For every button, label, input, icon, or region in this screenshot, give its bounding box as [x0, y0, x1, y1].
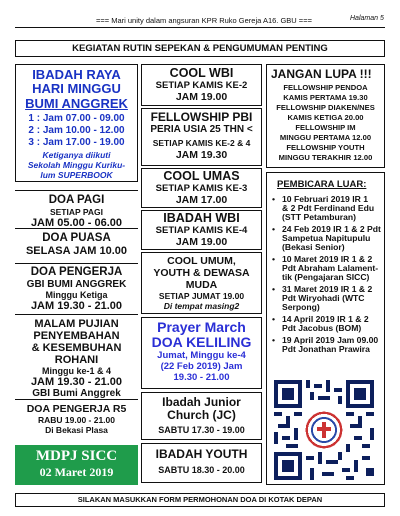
malam-pujian-week: Minggu ke-1 & 4 — [41, 366, 111, 376]
doa-pengerja-r5-title: DOA PENGERJA R5 — [26, 403, 127, 415]
malam-pujian-block — [15, 314, 138, 398]
fellowship-pbi-title: FELLOWSHIP PBI — [150, 110, 253, 124]
doa-pengerja-block — [15, 263, 138, 313]
cool-umas-time: JAM 17.00 — [175, 194, 228, 206]
cool-umum-box — [141, 252, 262, 314]
doa-pengerja-r5-place: Di Bekasi Plasa — [45, 425, 108, 435]
doa-pengerja-church: GBI BUMI ANGGREK — [26, 279, 127, 290]
ibadah-raya-day: HARI MINGGU — [32, 81, 121, 96]
cool-umum-place: Di tempat masing2 — [163, 301, 240, 311]
cool-umum-l3: MUDA — [185, 279, 218, 291]
reminder-line: MINGGU TERAKHIR 12.00 — [278, 153, 373, 162]
speaker-line: Sampetua Napitupulu — [282, 233, 371, 244]
malam-pujian-place: GBI Bumi Anggrek — [32, 388, 121, 399]
prayer-march-time: 19.30 - 21.00 — [173, 372, 230, 383]
malam-pujian-l3: & KESEMBUHAN — [31, 342, 122, 354]
mdpj-banner — [15, 445, 138, 485]
speaker-line: Pdt Jacobus (BOM) — [282, 323, 362, 334]
doa-pagi-sub: SETIAP PAGI — [49, 207, 104, 217]
ibadah-raya-note-2: Sekolah Minggu Kuriku- — [27, 160, 126, 170]
prayer-march-day: Jumat, Minggu ke-4 — [157, 350, 246, 361]
speaker-item — [272, 195, 381, 222]
speaker-line: tik (Pengajaran SICC) — [282, 272, 370, 283]
ibadah-wbi-time: JAM 19.00 — [175, 236, 228, 248]
mdpj-date: 02 Maret 2019 — [39, 465, 114, 479]
top-announcement: === Mari unity dalam angsuran KPR Ruko Gereja A16. GBU === — [96, 16, 312, 25]
speaker-item — [272, 336, 381, 354]
doa-pengerja-time: JAM 19.30 - 21.00 — [30, 300, 123, 312]
speaker-line: • 19 April 2019 Jam 09.00 — [282, 335, 379, 346]
prayer-march-subtitle: DOA KELILING — [151, 334, 252, 350]
ibadah-youth-box — [141, 443, 262, 483]
doa-puasa-block — [15, 228, 138, 262]
malam-pujian-l1: MALAM PUJIAN — [34, 318, 119, 330]
reminder-line: KAMIS PERTAMA 19.30 — [283, 93, 368, 102]
speaker-line: • 31 Maret 2019 IR 1 & 2 — [282, 284, 373, 295]
ibadah-wbi-title: IBADAH WBI — [163, 211, 240, 225]
cool-umum-l1: COOL UMUM, — [167, 255, 236, 267]
speaker-item — [272, 255, 381, 282]
prayer-march-title: Prayer March — [157, 319, 246, 335]
speaker-line: Pdt Wiryohadi (WTC — [282, 293, 365, 304]
reminder-line: FELLOWSHIP YOUTH — [286, 143, 365, 152]
reminder-line: FELLOWSHIP IM — [295, 123, 356, 132]
cool-wbi-box — [141, 64, 262, 106]
speaker-item — [272, 285, 381, 312]
fellowship-pbi-box — [141, 108, 262, 166]
speaker-line: Pdt Abraham Lalament- — [282, 263, 379, 274]
speaker-line: (Bekasi Senior) — [282, 242, 345, 253]
service-time-3: 3 : Jam 17.00 - 19.00 — [28, 137, 125, 148]
ibadah-junior-box — [141, 392, 262, 440]
speaker-line: & 2 Pdt Ferdinand Edu — [282, 203, 375, 214]
malam-pujian-l4: ROHANI — [54, 354, 99, 366]
page-label: Halaman 5 — [350, 15, 384, 22]
reminder-line: FELLOWSHIP PENDOA — [283, 83, 368, 92]
service-time-2: 2 : Jam 10.00 - 12.00 — [28, 125, 125, 136]
speaker-line: • 24 Feb 2019 IR 1 & 2 Pdt — [282, 224, 381, 235]
speaker-line: • 10 Februari 2019 IR 1 — [282, 194, 368, 204]
qr-code-graphic — [274, 380, 374, 480]
doa-puasa-title: DOA PUASA — [42, 232, 111, 244]
ibadah-wbi-sub: SETIAP KAMIS KE-4 — [155, 225, 248, 236]
reminder-line: KAMIS KETIGA 20.00 — [287, 113, 364, 122]
ibadah-raya-note-3: lum SUPERBOOK — [40, 170, 113, 180]
ibadah-wbi-box — [141, 210, 262, 250]
doa-pagi-time: JAM 05.00 - 06.00 — [30, 217, 123, 229]
speaker-line: • 10 Maret 2019 IR 1 & 2 — [282, 254, 373, 265]
jangan-lupa-box — [266, 64, 385, 168]
doa-pengerja-r5-block — [15, 399, 138, 441]
cool-umum-l2: YOUTH & DEWASA — [153, 267, 250, 279]
reminder-line: MINGGU PERTAMA 12.00 — [279, 133, 372, 142]
jangan-lupa-title: JANGAN LUPA !!! — [271, 67, 372, 81]
service-time-1: 1 : Jam 07.00 - 09.00 — [28, 113, 125, 124]
ibadah-junior-time: SABTU 17.30 - 19.00 — [158, 425, 245, 435]
speaker-line: Pdt Jonathan Prawira — [282, 344, 370, 355]
qr-code — [274, 380, 374, 480]
ibadah-youth-title: IBADAH YOUTH — [155, 447, 248, 461]
cool-umas-sub: SETIAP KAMIS KE-3 — [155, 183, 248, 194]
ibadah-junior-l1: Ibadah Junior — [162, 395, 241, 409]
cool-wbi-sub: SETIAP KAMIS KE-2 — [155, 80, 248, 91]
pembicara-title: PEMBICARA LUAR: — [277, 179, 367, 190]
ibadah-raya-title: IBADAH RAYA — [32, 67, 121, 82]
ibadah-youth-time: SABTU 18.30 - 20.00 — [158, 465, 245, 475]
ibadah-raya-box — [15, 64, 138, 182]
speaker-item — [272, 315, 381, 333]
header-divider — [15, 27, 385, 28]
cool-wbi-title: COOL WBI — [169, 66, 234, 80]
footer-notice: SILAKAN MASUKKAN FORM PERMOHONAN DOA DI KOTAK DEPAN — [15, 493, 385, 507]
ibadah-raya-place: BUMI ANGGREK — [25, 96, 128, 111]
ibadah-raya-note-1: Ketiganya diikuti — [42, 150, 111, 160]
malam-pujian-l2: PENYEMBAHAN — [33, 330, 120, 342]
cool-umas-title: COOL UMAS — [163, 169, 240, 183]
prayer-march-box — [141, 317, 262, 389]
doa-pengerja-week: Minggu Ketiga — [45, 290, 108, 300]
section-title: KEGIATAN RUTIN SEPEKAN & PENGUMUMAN PENTING — [15, 40, 385, 57]
cool-umas-box — [141, 168, 262, 208]
speaker-line: Serpong) — [282, 302, 320, 313]
doa-puasa-time: SELASA JAM 10.00 — [25, 245, 128, 257]
fellowship-pbi-age: PERIA USIA 25 THN < — [150, 124, 253, 135]
malam-pujian-time: JAM 19.30 - 21.00 — [30, 376, 123, 388]
reminder-line: FELLOWSHIP DIAKEN/NES — [276, 103, 375, 112]
fellowship-pbi-time: JAM 19.30 — [175, 149, 228, 161]
prayer-march-date: (22 Feb 2019) Jam — [160, 361, 243, 372]
fellowship-pbi-sub: SETIAP KAMIS KE-2 & 4 — [152, 138, 251, 148]
doa-pagi-title: DOA PAGI — [48, 194, 105, 206]
speaker-item — [272, 225, 381, 252]
mdpj-title: MDPJ SICC — [35, 448, 118, 464]
doa-pengerja-title: DOA PENGERJA — [30, 266, 123, 278]
cool-umum-time: SETIAP JUMAT 19.00 — [158, 291, 245, 301]
speaker-line: (STT Petamburan) — [282, 212, 357, 223]
speaker-line: • 14 April 2019 IR 1 & 2 — [282, 314, 369, 325]
doa-pengerja-r5-time: RABU 19.00 - 21.00 — [37, 415, 115, 425]
ibadah-junior-l2: Church (JC) — [167, 408, 236, 422]
cool-wbi-time: JAM 19.00 — [175, 91, 228, 103]
